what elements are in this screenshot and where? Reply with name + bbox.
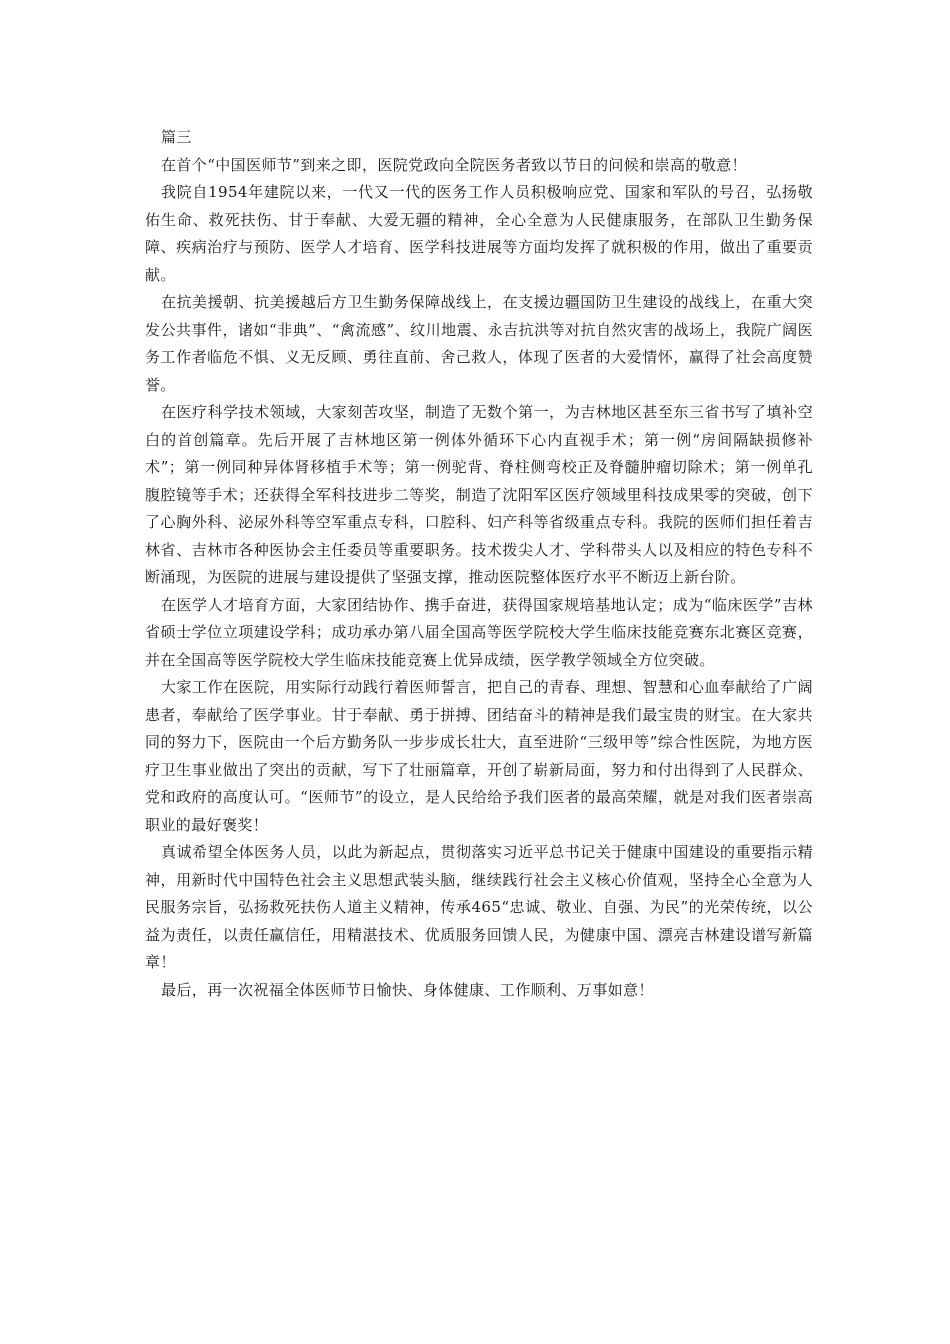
paragraph-education: 在医学人才培育方面，大家团结协作、携手奋进，获得国家规培基地认定；成为“临床医学”吉林省硕士学位立项建设学科；成功承办第八届全国高等医学院校大学生临床技能竞赛东北赛区竞赛，并在全国高等医学院校大学生临床技能竞赛上优异成绩，医学教学领域全方位突破。	[145, 595, 813, 669]
paragraph-greeting: 在首个“中国医师节”到来之即，医院党政向全院医务者致以节日的问候和崇高的敬意！	[161, 155, 747, 174]
paragraph-history: 我院自1954年建院以来，一代又一代的医务工作人员积极响应党、国家和军队的号召，弘扬敬佑生命、救死扶伤、甘于奉献、大爱无疆的精神，全心全意为人民健康服务，在部队卫生勤务保障、疾病治疗与预防、医学人才培育、医学科技进展等方面均发挥了就积极的作用，做出了重要贡献。	[145, 183, 813, 284]
paragraph-dedication: 大家工作在医院，用实际行动践行着医师誓言，把自己的青春、理想、智慧和心血奉献给了广阔患者，奉献给了医学事业。甘于奉献、勇于拼搏、团结奋斗的精神是我们最宝贵的财宝。在大家共同的努力下，医院由一个后方勤务队一步步成长壮大，直至进阶“三级甲等”综合性医院，为地方医疗卫生事业做出了突出的贡献，写下了壮丽篇章，开创了崭新局面，努力和付出得到了人民群众、党和政府的高度认可。“医师节”的设立，是人民给给予我们医者的最高荣耀，就是对我们医者崇高职业的最好褒奖！	[145, 678, 813, 834]
paragraph-hope: 真诚希望全体医务人员，以此为新起点，贯彻落实习近平总书记关于健康中国建设的重要指示精神，用新时代中国特色社会主义思想武装头脑，继续践行社会主义核心价值观，坚持全心全意为人民服务宗旨，弘扬救死扶伤人道主义精神，传承465“忠诚、敬业、自强、为民”的光荣传统，以公益为责任，以责任赢信任，用精湛技术、优质服务回馈人民，为健康中国、漂亮吉林建设谱写新篇章！	[145, 843, 813, 971]
paragraph-closing: 最后，再一次祝福全体医师节日愉快、身体健康、工作顺利、万事如意！	[161, 980, 654, 999]
document-page	[145, 124, 813, 1004]
document-heading: 篇三	[161, 128, 192, 146]
paragraph-technology: 在医疗科学技术领域，大家刻苦攻坚，制造了无数个第一，为吉林地区甚至东三省书写了填补空白的首创篇章。先后开展了吉林地区第一例体外循环下心内直视手术；第一例“房间隔缺损修补术”；第一例同种异体肾移植手术等；第一例驼背、脊柱侧弯校正及脊髓肿瘤切除术；第一例单孔腹腔镜等手术；还获得全军科技进步二等奖，制造了沈阳军区医疗领域里科技成果零的突破，创下了心胸外科、泌尿外科等空军重点专科，口腔科、妇产科等省级重点专科。我院的医师们担任着吉林省、吉林市各种医协会主任委员等重要职务。技术拨尖人才、学科带头人以及相应的特色专科不断涌现，为医院的进展与建设提供了坚强支撑，推动医院整体医疗水平不断迈上新台阶。	[145, 403, 813, 586]
paragraph-frontline: 在抗美援朝、抗美援越后方卫生勤务保障战线上，在支援边疆国防卫生建设的战线上，在重大突发公共事件，诸如“非典”、“禽流感”、纹川地震、永吉抗洪等对抗自然灾害的战场上，我院广阔医务工作者临危不惧、义无反顾、勇往直前、舍己救人，体现了医者的大爱情怀，赢得了社会高度赞誉。	[145, 293, 813, 394]
